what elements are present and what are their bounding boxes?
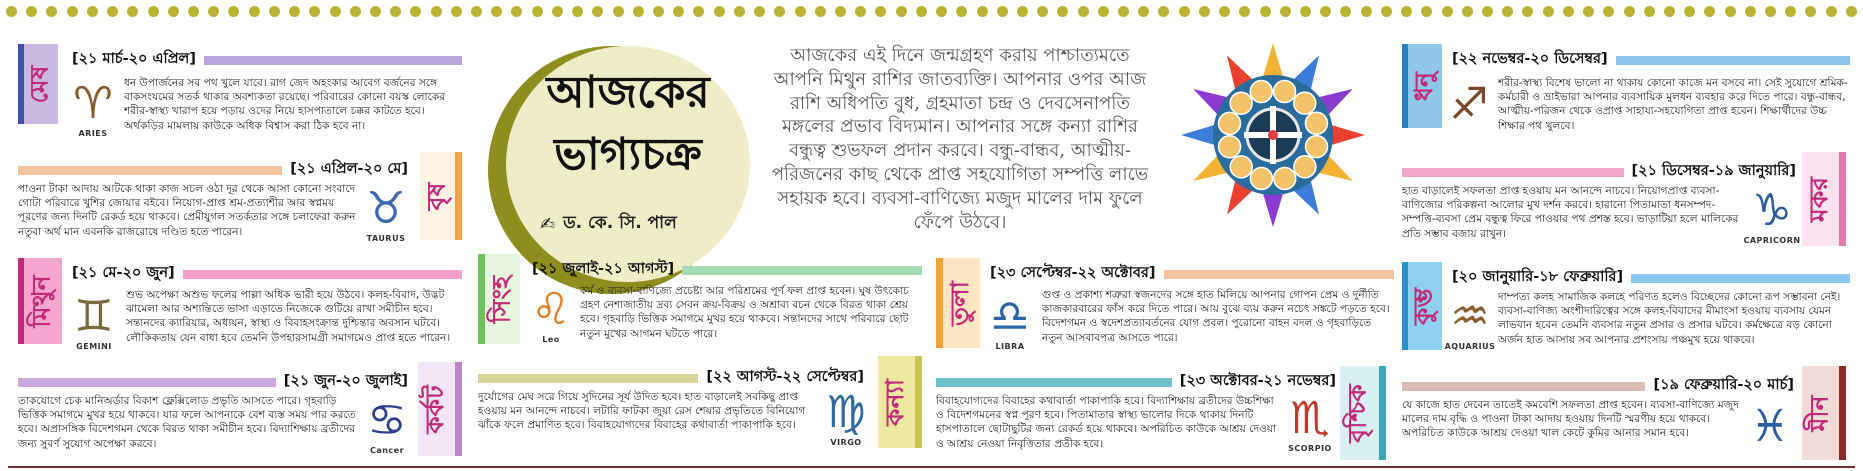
aries-name: মেষ: [24, 65, 54, 103]
pisces-header: [1402, 374, 1794, 398]
libra-tab: [936, 258, 980, 348]
dot: [1563, 6, 1574, 17]
capricorn-glyph: [1743, 184, 1801, 246]
pisces-tab-fill: [1802, 366, 1846, 460]
cancer-header: [18, 370, 408, 394]
author-name: ড. কে. সি. পাল: [563, 213, 677, 233]
virgo-tab: [878, 356, 922, 448]
aries-caption: ARIES: [78, 128, 108, 138]
dot: [633, 6, 644, 17]
virgo-caption: VIRGO: [830, 437, 862, 447]
sagittarius-color-bar: [1616, 56, 1850, 65]
taurus-glyph: [358, 182, 414, 244]
dot: [1684, 6, 1695, 17]
dot: [1543, 6, 1554, 17]
libra-dates: [২৩ সেপ্টেম্বর-২২ অক্টোবর]: [990, 265, 1156, 281]
wheel-ray: [1263, 43, 1284, 78]
sagittarius-glyph: [1444, 74, 1494, 136]
dot: [1482, 6, 1493, 17]
scorpio-caption: SCORPIO: [1288, 443, 1332, 453]
byline: [540, 210, 740, 238]
leo-text: কর্ম ও ব্যবসা-বাণিজ্যে প্রচেষ্টা আর পরিশ্রমের পূর্ণ ফল প্রাপ্ত হবেন। ঘুষ উৎকোচ গ্রহণ নেশাজাতীয় দ্রব্য সেবন ক্রয়-বিক্রয় ও অশ্রাব্য বচন থেকে বিরত থাকা শ্রেয় হবে। গৃহবাড়ি ভিত্তিক সমাগমে মুখর হয়ে থাকবে। সন্তানদের সাথে পরিবারে ছোট নতুন মুখের আগমন ঘটতে পারে।: [580, 285, 909, 340]
wheel-ray: [1263, 192, 1284, 227]
aries-dates: [২১ মার্চ-২০ এপ্রিল]: [72, 51, 196, 67]
dot: [815, 6, 826, 17]
pen-icon: ✍: [540, 213, 556, 235]
dot: [1118, 6, 1129, 17]
gemini-tab: [18, 258, 62, 344]
dot: [1624, 6, 1635, 17]
maiden-icon: ♍: [826, 386, 866, 438]
dot: [127, 6, 138, 17]
leo-dates: [২১ জুলাই-২১ আগস্ট]: [532, 261, 675, 277]
dot: [855, 6, 866, 17]
dot: [956, 6, 967, 17]
dot: [1765, 6, 1776, 17]
wheel-sign-disc: [1219, 112, 1241, 134]
aquarius-tab: [1402, 262, 1442, 350]
dot: [936, 6, 947, 17]
capricorn-name: মকর: [1804, 176, 1833, 222]
dot: [997, 6, 1008, 17]
dot: [289, 6, 300, 17]
capricorn-caption: CAPRICORN: [1743, 235, 1801, 245]
dot: [46, 6, 57, 17]
dot: [511, 6, 522, 17]
gemini-dates: [২১ মে-২০ জুন]: [72, 265, 175, 281]
dot: [1260, 6, 1271, 17]
dot: [1138, 6, 1149, 17]
aries-glyph: [64, 76, 122, 140]
wheel-sign-disc: [1294, 92, 1316, 114]
cancer-name: কর্কট: [420, 384, 450, 434]
cancer-dates: [২১ জুন-২০ জুলাই]: [283, 373, 408, 389]
dot: [1300, 6, 1311, 17]
aries-header: [72, 48, 462, 72]
aries-color-bar: [204, 56, 462, 65]
dot: [734, 6, 745, 17]
dot: [491, 6, 502, 17]
taurus-tab: [420, 152, 462, 240]
wheel-ray: [1181, 125, 1216, 146]
dot: [795, 6, 806, 17]
pisces-name: মীন: [1804, 395, 1833, 431]
pisces-color-bar: [1402, 382, 1645, 391]
dot: [1199, 6, 1210, 17]
leo-color-bar: [682, 266, 922, 275]
dot: [309, 6, 320, 17]
dot: [532, 6, 543, 17]
libra-color-bar: [1164, 270, 1395, 279]
dot: [896, 6, 907, 17]
bottom-rule: [8, 466, 1855, 468]
capricorn-text: হাত বাড়ালেই সফলতা প্রাপ্ত হওয়ায় মন আনন্দে নাচবে। নিয়োগপ্রাপ্ত ব্যবসা-বাণিজ্যের পরিকল্পনা আলোর মুখ দর্শন করবে। হারানো পিতামাতা ধনসম্পদ-সম্পত্তি-ব্যবসা প্রেম বন্ধুত্ব ফিরে পাওয়ার পথ প্রশস্ত হবে। ভাড়াটিয়া হলে মালিকের প্রতি সম্ভাব বজায় রাখুন।: [1402, 185, 1739, 240]
scales-icon: ♎: [990, 290, 1030, 342]
leo-glyph: [526, 284, 576, 344]
gemini-header: [72, 262, 462, 286]
leo-name: সিংহ: [486, 275, 515, 323]
gemini-color-bar: [183, 270, 462, 279]
dot: [6, 6, 17, 17]
goat-icon: ♑: [1752, 184, 1792, 236]
scorpio-text: বিবাহযোগ্যদের বিবাহের কথাবার্তা পাকাপাকি হবে। বিদ্যাশিক্ষায় ব্রতীদের উচ্চশিক্ষা ও বিদেশগমনের স্বপ্ন পূরণ হবে। পিতামাতার স্বাস্থ্য ভালোর দিকে থাকায় দিনটি হাসপাতালে ছোটাছুটির জন্য রেকর্ড হয়ে থাকবে। অপরিচিত কাউকে আশ্রয় দেওয়া ও আশ্রয় নেওয়া নিবৃত্তিতার প্রতীক হবে।: [936, 395, 1277, 450]
scorpio-color-bar: [936, 378, 1172, 387]
dot: [1320, 6, 1331, 17]
leo-tab: [478, 254, 520, 344]
gemini-text: শুভ অপেক্ষা অশুভ ফলের পাল্লা অধিক ভারী হয়ে উঠবে। কলহ-বিবাদ, উদ্ভট ঝামেলা আর অশান্তিতে ভাসা এড়াতে নিজেকে গুটিয়ে রাখা সমীচীন হবে। সন্তানদের ক্যারিয়ার, অধ্যয়ন, স্বাস্থ্য ও বিবাহসংক্রান্ত দুশ্চিন্তার অবসান ঘটবে। লৌকিকতায় যেন বাধা হবে তেমনি উপহারসামগ্রী সমাগমেও প্রাপ্ত হতে পারেন।: [126, 289, 451, 344]
virgo-text: দুর্যোগের মেঘ সরে গিয়ে সুদিনের সূর্য উদিত হবে। হাত বাড়ালেই সবকিছু প্রাপ্ত হওয়ায় মন আনন্দে নাচবে। লটারি ফাটকা জুয়া রেস শেয়ার প্রভৃতিতে বিনিয়োগ ঝাঁকে ফলে প্রমাণিত হবে। বিবাহযোগ্যদের বিবাহের কথাবার্তা পাকাপাকি হবে।: [478, 391, 806, 432]
wheel-sign-disc: [1274, 167, 1296, 189]
aquarius-dates: [২০ জানুয়ারি-১৮ ফেব্রুয়ারি]: [1452, 269, 1624, 285]
taurus-caption: TAURUS: [366, 233, 406, 243]
dot: [1664, 6, 1675, 17]
dot: [693, 6, 704, 17]
taurus-dates: [২১ এপ্রিল-২০ মে]: [290, 161, 408, 177]
dot: [1057, 6, 1068, 17]
dot: [451, 6, 462, 17]
dot: [1442, 6, 1453, 17]
libra-glyph: [982, 290, 1038, 352]
wheel-sign-disc: [1294, 156, 1316, 178]
scorpio-tab-fill: [1340, 366, 1386, 460]
sagittarius-header: [1452, 48, 1850, 72]
dot: [1421, 6, 1432, 17]
scorpion-icon: ♏: [1290, 392, 1330, 444]
dot: [754, 6, 765, 17]
dot: [673, 6, 684, 17]
aquarius-header: [1452, 266, 1850, 290]
dot: [1340, 6, 1351, 17]
dotted-border: [0, 6, 1863, 20]
fish-icon: ♓: [1750, 401, 1790, 452]
gemini-name: মিথুন: [26, 274, 56, 328]
dot: [1522, 6, 1533, 17]
scorpio-header: [936, 370, 1336, 394]
dot: [471, 6, 482, 17]
dot: [431, 6, 442, 17]
dot: [1583, 6, 1594, 17]
dot: [370, 6, 381, 17]
scorpio-glyph: [1284, 392, 1336, 454]
gemini-caption: GEMINI: [76, 341, 112, 351]
dot: [1401, 6, 1412, 17]
dot: [1078, 6, 1089, 17]
virgo-tab-fill: [878, 356, 922, 448]
aquarius-name: কুম্ভ: [1408, 287, 1438, 325]
dot: [208, 6, 219, 17]
dot: [67, 6, 78, 17]
dot: [249, 6, 260, 17]
libra-header: [990, 262, 1394, 286]
aries-tab-fill: [18, 44, 58, 124]
dot: [228, 6, 239, 17]
dot: [168, 6, 179, 17]
dot: [1280, 6, 1291, 17]
sagittarius-name: ধনু: [1408, 71, 1438, 101]
virgo-header: [478, 366, 864, 390]
wheel-sign-disc: [1230, 92, 1252, 114]
dot: [1846, 6, 1857, 17]
wheel-sign-disc: [1250, 81, 1272, 103]
capricorn-header: [1402, 160, 1796, 184]
ram-icon: ♈: [73, 77, 113, 129]
capricorn-tab-fill: [1802, 152, 1846, 246]
aquarius-caption: AQUARIUS: [1444, 341, 1496, 351]
dot: [1179, 6, 1190, 17]
dot: [87, 6, 98, 17]
dot: [410, 6, 421, 17]
crab-icon: ♋: [367, 394, 407, 446]
dot: [1361, 6, 1372, 17]
dot: [572, 6, 583, 17]
water-bearer-icon: ♒: [1450, 290, 1490, 342]
pisces-dates: [১৯ ফেব্রুয়ারি-২০ মার্চ]: [1653, 377, 1794, 393]
aquarius-glyph: [1444, 290, 1496, 352]
libra-name: তুলা: [945, 280, 975, 326]
cancer-tab: [418, 362, 462, 456]
dot: [1644, 6, 1655, 17]
libra-text: গুপ্ত ও প্রকাশ্য শত্রুরা স্বজনদের সঙ্গে হাত মিলিয়ে আপনার গোপন প্রেম ও দুর্নীতি কাজকারবারের ফাঁস করে দিতে পারে। আয় বুঝে ব্যয় করুন নচেৎ সঙ্কটে পড়তে হবে। বিদেশগমন ও স্বদেশপ্রত্যাবর্তনের যোগ প্রবল। পুরোনো বাহন বদল ও গৃহবাড়িতে নতুন আসবাবপত্র আসতে পারে।: [1042, 289, 1390, 344]
gemini-glyph: [66, 290, 122, 352]
dot: [1158, 6, 1169, 17]
virgo-color-bar: [478, 374, 698, 383]
taurus-tab-fill: [420, 152, 462, 240]
cancer-text: তাকযোগে চেক মানিঅর্ডার বিকাশ ফ্লেক্সিলোড প্রভৃতি আসতে পারে। গৃহবাড়ি ভিত্তিক সমাগমে মুখর হয়ে থাকবে। যার ফলে আপনাকে বেশ ব্যস্ত সময় পার করতে হবে। অপ্রাসঙ্গিক বিদেশগমন থেকে বিরত থাকা সমীচীন হবে। বিদ্যাশিক্ষায় ব্রতীদের জন্য সুবর্ণ সুযোগ অপেক্ষা করবে।: [18, 395, 356, 450]
pisces-tab: [1802, 366, 1846, 460]
gemini-tab-fill: [18, 258, 62, 344]
sagittarius-tab-fill: [1402, 44, 1442, 128]
intro-paragraph: আজকের এই দিনে জন্মগ্রহণ করায় পাশ্চাত্যমতে আপনি মিথুন রাশির জাতব্যক্তি। আপনার ওপর আজ রাশি অধিপতি বুধ, গ্রহমাতা চন্দ্র ও দেবসেনাপতি মঙ্গলের প্রভাব বিদ্যমান। আপনার সঙ্গে কন্যা রাশির বন্ধুত্ব শুভফল প্রদান করবে। বন্ধু-বান্ধব, আত্মীয়-পরিজনের কাছ থেকে প্রাপ্ত সহযোগিতা সম্পত্তি লাভে সহায়ক হবে। ব্যবসা-বাণিজ্যে মজুদ মালের দাম ফুলে ফেঁপে উঠবে।: [771, 45, 1149, 233]
cancer-color-bar: [18, 378, 276, 387]
dot: [1017, 6, 1028, 17]
dot: [1462, 6, 1473, 17]
aries-tab: [18, 44, 58, 124]
libra-tab-fill: [936, 258, 980, 348]
wheel-sign-disc: [1230, 156, 1252, 178]
dot: [714, 6, 725, 17]
dot: [552, 6, 563, 17]
dot: [774, 6, 785, 17]
capricorn-dates: [২১ ডিসেম্বর-১৯ জানুয়ারি]: [1631, 163, 1796, 179]
cancer-glyph: [362, 394, 412, 456]
dot: [613, 6, 624, 17]
sagittarius-dates: [২২ নভেম্বর-২০ ডিসেম্বর]: [1452, 51, 1608, 67]
dot: [1603, 6, 1614, 17]
dot: [977, 6, 988, 17]
dot: [107, 6, 118, 17]
dot: [653, 6, 664, 17]
capricorn-color-bar: [1402, 168, 1624, 177]
dot: [875, 6, 886, 17]
dot: [1745, 6, 1756, 17]
dot: [1502, 6, 1513, 17]
leo-tab-fill: [478, 254, 520, 344]
scorpio-dates: [২৩ অক্টোবর-২১ নভেম্বর]: [1179, 373, 1336, 389]
leo-header: [532, 258, 922, 282]
lion-icon: ♌: [531, 283, 571, 335]
dot: [330, 6, 341, 17]
dot: [390, 6, 401, 17]
aquarius-text: দাম্পত্য কলহ সামাজিক কলহে পরিণত হলেও বিচ্ছেদের কোনো রূপ সম্ভাবনা নেই। ব্যবসা-বাণিজ্য অংশীদারিত্বের সঙ্গে কলহ-বিবাদের মীমাংসা হওয়ায় ব্যবসায় যেমন লাভবান হবেন তেমনি ব্যবসার নতুন প্রসার ও প্রসার ঘটবে। কর্মক্ষেত্রে বড় কোনো অর্জন হাত আসায় সব আপনার প্রশংসায় পঞ্চমুখ হয়ে থাকবে।: [1498, 291, 1841, 346]
wheel-sign-disc: [1250, 167, 1272, 189]
dot: [1725, 6, 1736, 17]
dot: [26, 6, 37, 17]
bull-icon: ♉: [366, 182, 406, 234]
aquarius-tab-fill: [1402, 262, 1442, 350]
virgo-glyph: [820, 386, 872, 448]
wheel-sign-disc: [1305, 112, 1327, 134]
dot: [1704, 6, 1715, 17]
page-title: আজকের ভাগ্যচক্র: [546, 67, 710, 180]
dot: [1037, 6, 1048, 17]
dot: [1785, 6, 1796, 17]
wheel-ray: [1330, 125, 1365, 146]
pisces-text: যে কাজে হাত দেবেন তাতেই কমবেশি সফলতা প্রাপ্ত হবেন। ব্যবসা-বাণিজ্যে মজুদ মালের দাম বৃদ্ধি ও পাওনা টাকা আদায় হওয়ায় দিনটি স্মরণীয় হয়ে থাকবে। অপরিচিত কাউকে আশ্রয় দেওয়া খাল কেটে কুমির আনার সমান হবে।: [1402, 399, 1739, 440]
wheel-sign-disc: [1274, 81, 1296, 103]
taurus-name: বৃষ: [420, 182, 450, 210]
wheel-sign-disc: [1305, 136, 1327, 158]
wheel-sign-disc: [1219, 136, 1241, 158]
dot: [1219, 6, 1230, 17]
scorpio-name: বৃশ্চিক: [1343, 383, 1373, 443]
cancer-caption: Cancer: [369, 445, 405, 455]
taurus-color-bar: [18, 166, 282, 175]
zodiac-wheel-icon: [1178, 40, 1368, 230]
dot: [835, 6, 846, 17]
dot: [1805, 6, 1816, 17]
twins-icon: ♊: [74, 290, 114, 342]
aquarius-color-bar: [1631, 274, 1850, 283]
dot: [269, 6, 280, 17]
virgo-dates: [২২ আগস্ট-২২ সেপ্টেম্বর]: [706, 369, 864, 385]
virgo-name: কন্যা: [880, 378, 910, 426]
dot: [188, 6, 199, 17]
taurus-header: [18, 158, 408, 182]
capricorn-tab: [1802, 152, 1846, 246]
dot: [1826, 6, 1837, 17]
sagittarius-tab: [1402, 44, 1442, 128]
dot: [1239, 6, 1250, 17]
taurus-text: পাওনা টাকা আদায় আটকে থাকা কাজ সচল ওঠা দূর থেকে আসা কোনো সংবাদে গোটা পরিবারে খুশির জোয়ার বইবে। নিয়োগ-প্রাপ্ত শ্রম-প্রত্যাশীর আর স্বপ্নময় পূরণের জন্য দিনটি রেকর্ড হয়ে থাকবে। প্রেমীযুগল সতর্কতার সঙ্গে চলাফেরা করুন নতুবা অর্থ মান এবনকি রাজরোষে দণ্ডিত হতে পারেন।: [18, 183, 356, 238]
cancer-tab-fill: [418, 362, 462, 456]
scorpio-tab: [1340, 366, 1386, 460]
libra-caption: LIBRA: [995, 341, 1025, 351]
dot: [350, 6, 361, 17]
dot: [1098, 6, 1109, 17]
pisces-glyph: [1744, 396, 1796, 458]
aries-text: ধন উপার্জনের সব পথ খুলে যাবে। রাগ জেদ অহংকার আবেগ বর্জনের সঙ্গে বাকসংযমের সতর্ক থাকার অবশ্যকতা রয়েছে। পরিবারের কোনো বয়স্ক লোকের শরীর-স্বাস্থ্য খারাপ হয়ে পড়ায় ওদের নিয়ে হাসপাতালে চক্কর কাটতে হবে। অর্থকড়ির মামলায় কাউকে অধিক বিশ্বাস করা ঠিক হবে না।: [124, 77, 446, 132]
dot: [148, 6, 159, 17]
dot: [1381, 6, 1392, 17]
sagittarius-text: শরীর-স্বাস্থ্য বিশেষ ভালো না থাকায় কোনো কাজে মন বসবে না। সেই সুযোগে শ্রমিক-কর্মচারী ও ভ্রাইভারা আপনার ব্যবসায়িক মুলধন ব্যবহার করে দিতে পারে। বন্ধু-বান্ধব, আত্মীয়-পরিজন থেকে ওপ্রাপ্ত সাহায্য-সহযোগিতা প্রাপ্ত হবেন। শিক্ষার্থীদের উচ্চ শিক্ষার পথ খুলবে।: [1498, 77, 1848, 132]
dot: [916, 6, 927, 17]
leo-caption: Leo: [542, 334, 560, 344]
archer-icon: ♐: [1449, 79, 1489, 130]
dot: [592, 6, 603, 17]
